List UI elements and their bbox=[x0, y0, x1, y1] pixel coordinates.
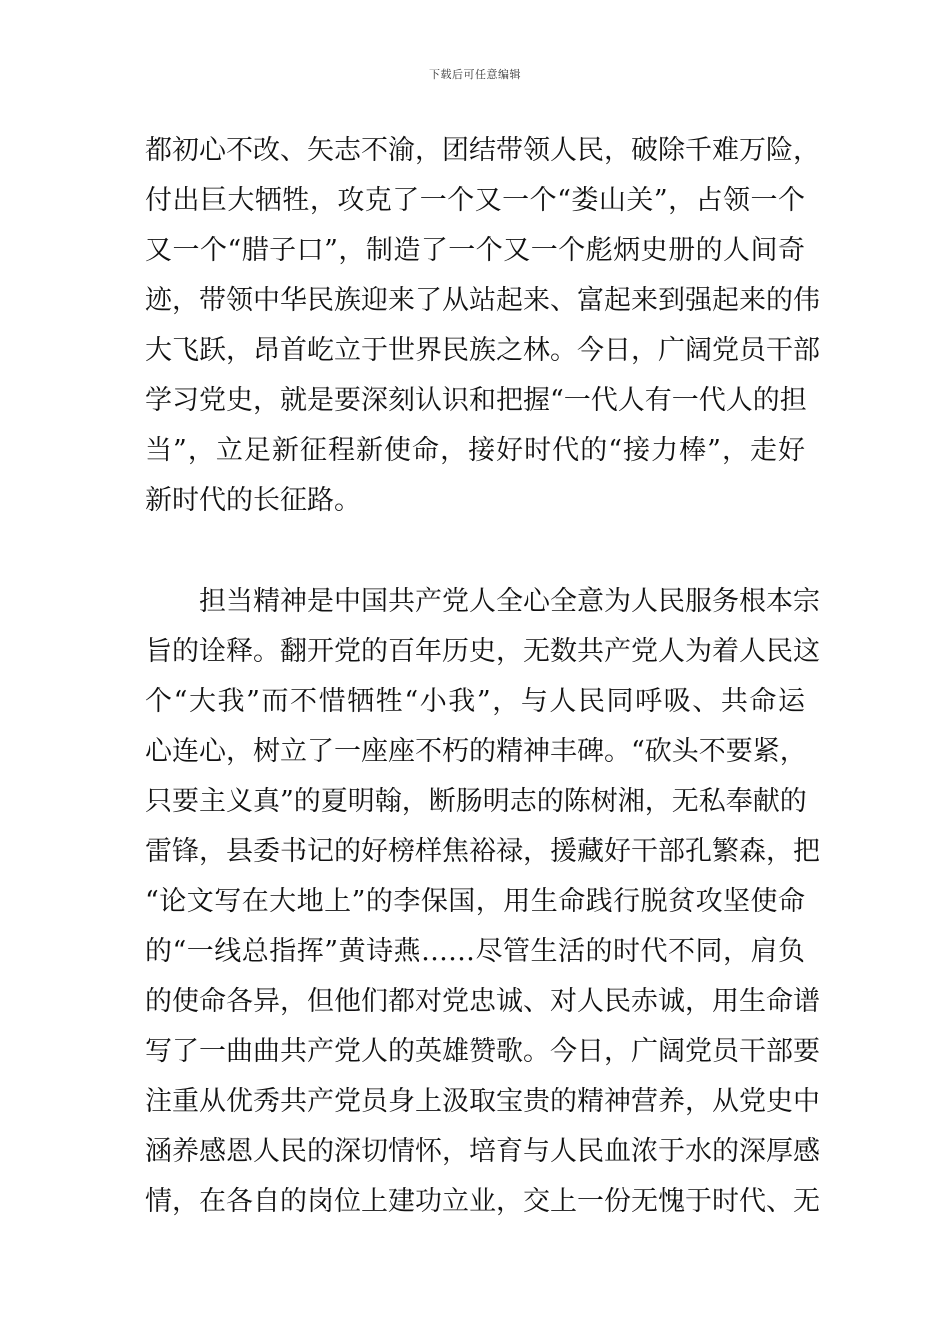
paragraph-line: 大飞跃，昂首屹立于世界民族之林。今日，广阔党员干部 bbox=[145, 335, 820, 366]
paragraph-line: 的使命各异，但他们都对党忠诚、对人民赤诚，用生命谱 bbox=[145, 986, 820, 1017]
paragraph-line: 迹，带领中华民族迎来了从站起来、富起来到强起来的伟 bbox=[145, 285, 820, 316]
paragraph-line: 学习党史，就是要深刻认识和把握“一代人有一代人的担 bbox=[145, 385, 807, 416]
paragraph-line: 新时代的长征路。 bbox=[145, 485, 361, 516]
paragraph-line: 只要主义真”的夏明翰，断肠明志的陈树湘，无私奉献的 bbox=[145, 786, 807, 817]
paragraph-line: 个“大我”而不惜牺牲“小我”，与人民同呼吸、共命运 bbox=[145, 686, 805, 717]
paragraph-line: 涵养感恩人民的深切情怀，培育与人民血浓于水的深厚感 bbox=[145, 1136, 820, 1167]
paragraph-line: 都初心不改、矢志不渝，团结带领人民，破除千难万险， bbox=[145, 135, 820, 166]
paragraph-line: 的“一线总指挥”黄诗燕……尽管生活的时代不同，肩负 bbox=[145, 936, 805, 967]
paragraph-line: 情，在各自的岗位上建功立业，交上一份无愧于时代、无 bbox=[145, 1186, 820, 1217]
paragraph-line: 写了一曲曲共产党人的英雄赞歌。今日，广阔党员干部要 bbox=[145, 1036, 820, 1067]
paragraph-line: 雷锋，县委书记的好榜样焦裕禄，援藏好干部孔繁森，把 bbox=[145, 836, 820, 867]
page-header-note: 下载后可任意编辑 bbox=[429, 68, 521, 81]
paragraph-line: 旨的诠释。翻开党的百年历史，无数共产党人为着人民这 bbox=[145, 636, 820, 667]
paragraph-line: “论文写在大地上”的李保国，用生命践行脱贫攻坚使命 bbox=[145, 886, 805, 917]
paragraph-line: 付出巨大牺牲，攻克了一个又一个“娄山关”，占领一个 bbox=[145, 185, 805, 216]
paragraph-2 bbox=[145, 577, 820, 1227]
paragraph-line: 心连心，树立了一座座不朽的精神丰碑。“砍头不要紧， bbox=[145, 736, 807, 767]
paragraph-line: 注重从优秀共产党员身上汲取宝贵的精神营养，从党史中 bbox=[145, 1086, 820, 1117]
paragraph-line: 又一个“腊子口”，制造了一个又一个彪炳史册的人间奇 bbox=[145, 235, 805, 266]
paragraph-1 bbox=[145, 126, 820, 526]
paragraph-line: 当”，立足新征程新使命，接好时代的“接力棒”，走好 bbox=[145, 435, 805, 466]
paragraph-line: 担当精神是中国共产党人全心全意为人民服务根本宗 bbox=[199, 586, 820, 617]
